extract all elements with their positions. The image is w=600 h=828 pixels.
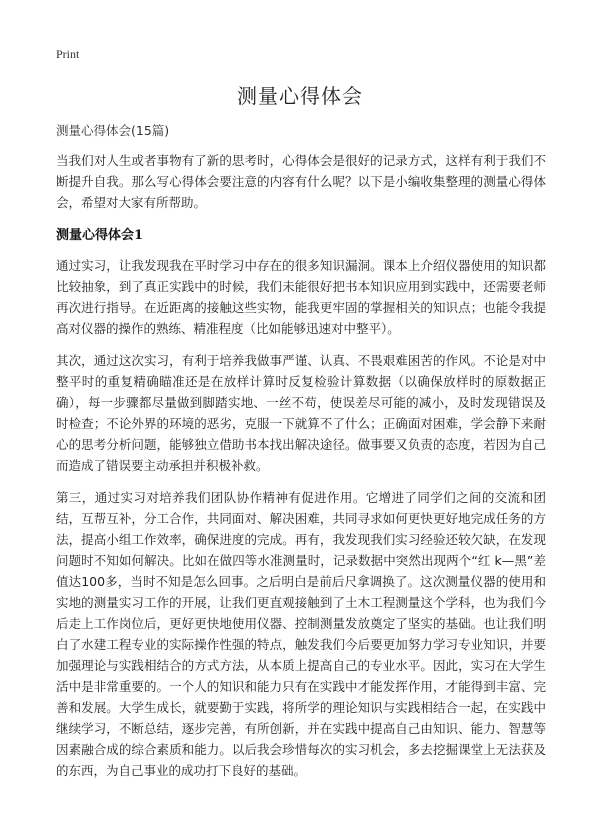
print-label: Print xyxy=(56,47,80,61)
page-title: 测量心得体会 xyxy=(237,84,363,108)
document-subtitle: 测量心得体会(15篇) xyxy=(56,123,170,138)
body-paragraph: 第三，通过实习对培养我们团队协作精神有促进作用。它增进了同学们之间的交流和团结，互帮互补，分工合作，共同面对、解决困难，共同寻求如何更快更好地完成任务的方法，提高小组工作效率，确保进度的完成。再有，我发现我们实习经验还较欠缺，在发现问题时不知如何解决。比如在做四等水准测量时，记录数据中突然出现两个“红 k—黑”差值达100多，当时不知是怎么回事。之后明白是前后尺拿调换了。这次测量仪器的使用和实地的测量实习工作的开展，让我们更直观接触到了土木工程测量这个学科，也为我们今后走上工作岗位后，更好更快地使用仪器、控制测量发放奠定了坚实的基础。也让我们明白了水建工程专业的实际操作性强的特点，触发我们今后要更加努力学习专业知识，并要加强理论与实践相结合的方式方法，从本质上提高自己的专业水平。因此，实习在大学生活中是非常重要的。一个人的知识和能力只有在实践中才能发挥作用，才能得到丰富、完善和发展。大学生成长，就要勤于实践，将所学的理论知识与实践相结合一起，在实践中继续学习，不断总结，逐步完善，有所创新，并在实践中提高自己由知识、能力、智慧等因素融合成的综合素质和能力。以后我会珍惜每次的实习机会，多去挖掘课堂上无法获及的东西，为自己事业的成功打下良好的基础。 xyxy=(56,490,546,778)
section-heading: 测量心得体会1 xyxy=(56,228,144,243)
body-paragraph: 其次，通过这次实习，有利于培养我做事严谨、认真、不畏艰难困苦的作风。不论是对中整平时的重复精确瞄准还是在放样计算时反复检验计算数据（以确保放样时的原数据正确），每一步骤都尽量做到脚踏实地、一丝不苟，使误差尽可能的减小，及时发现错误及时检查；不论外界的环境的恶劣，克服一下就算不了什么；正确面对困难，学会静下来耐心的思考分析问题，能够独立借助书本找出解决途径。做事要又负责的态度，若因为自己而造成了错误要主动承担并积极补救。 xyxy=(56,353,546,473)
intro-paragraph: 当我们对人生或者事物有了新的思考时，心得体会是很好的记录方式，这样有利于我们不断提升自我。那么写心得体会要注意的内容有什么呢？以下是小编收集整理的测量心得体会，希望对大家有所帮助。 xyxy=(56,153,546,210)
document-body xyxy=(56,122,546,792)
body-paragraph: 通过实习，让我发现我在平时学习中存在的很多知识漏洞。课本上介绍仪器使用的知识都比较抽象，到了真正实践中的时候，我们未能很好把书本知识应用到实践中，还需要老师再次进行指导。在近距离的接触这些实物，能我更牢固的掌握相关的知识点；也能令我提高对仪器的操作的熟练、精准程度（比如能够迅速对中整平）。 xyxy=(56,258,546,336)
